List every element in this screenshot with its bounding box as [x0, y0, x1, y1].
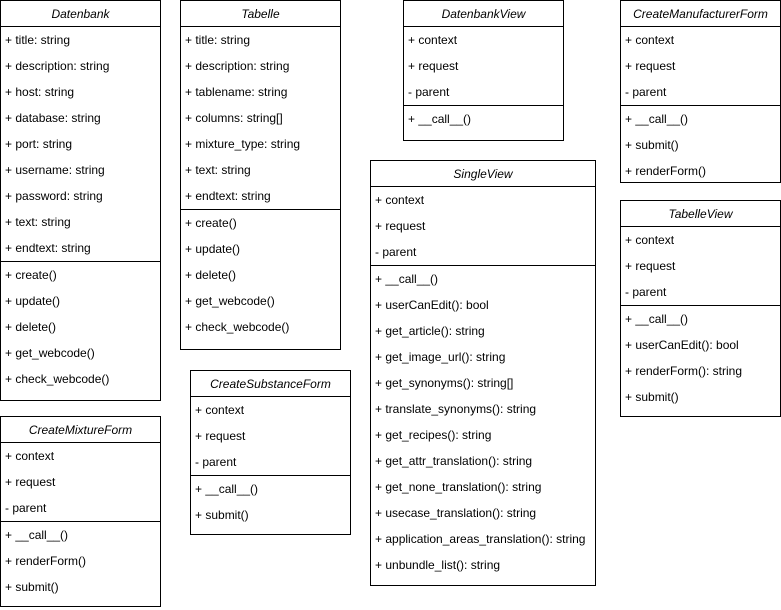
attribute-row: + host: string [5, 85, 75, 99]
attribute-row: + tablename: string [185, 85, 288, 99]
methods-section [181, 209, 340, 340]
attribute-row: + title: string [185, 33, 251, 47]
method-row: + create() [5, 268, 57, 282]
methods-section [1, 261, 160, 392]
class-name: SingleView [371, 161, 595, 187]
method-row: + renderForm() [5, 554, 87, 568]
method-row: + __call__() [195, 482, 259, 496]
class-name: CreateMixtureForm [1, 417, 160, 443]
attribute-row: - parent [625, 85, 667, 99]
attributes-section [621, 27, 780, 105]
class-datenbank [0, 0, 161, 401]
method-row: + update() [5, 294, 61, 308]
class-singleview [370, 160, 596, 586]
attribute-row: + context [625, 33, 675, 47]
attributes-section [1, 443, 160, 521]
class-name: CreateManufacturerForm [621, 1, 780, 27]
methods-section [371, 265, 595, 578]
method-row: + translate_synonyms(): string [375, 402, 537, 416]
attribute-row: + columns: string[] [185, 111, 283, 125]
attributes-section [371, 187, 595, 265]
attribute-row: + description: string [185, 59, 290, 73]
attribute-row: + context [625, 233, 675, 247]
class-createsubstanceform [190, 370, 351, 535]
method-row: + get_image_url(): string [375, 350, 506, 364]
method-row: + __call__() [375, 272, 439, 286]
methods-section [621, 105, 780, 184]
attributes-section [191, 397, 350, 475]
method-row: + get_attr_translation(): string [375, 454, 533, 468]
attribute-row: - parent [375, 245, 417, 259]
attribute-row: + request [625, 259, 676, 273]
method-row: + submit() [625, 138, 679, 152]
attribute-row: + context [408, 33, 458, 47]
method-row: + submit() [5, 580, 59, 594]
method-row: + __call__() [408, 112, 472, 126]
method-row: + renderForm(): string [625, 364, 743, 378]
attribute-row: + context [5, 449, 55, 463]
attribute-row: + password: string [5, 189, 103, 203]
method-row: + __call__() [5, 528, 69, 542]
attributes-section [1, 27, 160, 261]
class-name: Tabelle [181, 1, 340, 27]
method-row: + get_none_translation(): string [375, 480, 542, 494]
method-row: + userCanEdit(): bool [375, 298, 489, 312]
class-createmanufacturerform [620, 0, 781, 183]
method-row: + usecase_translation(): string [375, 506, 537, 520]
attribute-row: + title: string [5, 33, 71, 47]
method-row: + renderForm() [625, 164, 707, 178]
methods-section [404, 105, 563, 132]
methods-section [621, 305, 780, 410]
attribute-row: + request [375, 219, 426, 233]
attribute-row: + endtext: string [5, 241, 91, 255]
method-row: + check_webcode() [185, 320, 290, 334]
method-row: + submit() [195, 508, 249, 522]
attribute-row: + text: string [185, 163, 251, 177]
attribute-row: + username: string [5, 163, 105, 177]
method-row: + get_synonyms(): string[] [375, 376, 514, 390]
attribute-row: - parent [5, 501, 47, 515]
class-name: Datenbank [1, 1, 160, 27]
method-row: + check_webcode() [5, 372, 110, 386]
attribute-row: - parent [408, 85, 450, 99]
method-row: + __call__() [625, 112, 689, 126]
method-row: + get_webcode() [5, 346, 95, 360]
attribute-row: + request [408, 59, 459, 73]
attribute-row: + context [375, 193, 425, 207]
class-name: CreateSubstanceForm [191, 371, 350, 397]
methods-section [191, 475, 350, 528]
method-row: + userCanEdit(): bool [625, 338, 739, 352]
class-name: TabelleView [621, 201, 780, 227]
method-row: + unbundle_list(): string [375, 558, 501, 572]
attribute-row: + context [195, 403, 245, 417]
method-row: + update() [185, 242, 241, 256]
method-row: + create() [185, 216, 237, 230]
class-datenbankview [403, 0, 564, 141]
class-createmixtureform [0, 416, 161, 607]
method-row: + application_areas_translation(): string [375, 532, 586, 546]
method-row: + delete() [185, 268, 237, 282]
method-row: + get_webcode() [185, 294, 275, 308]
attribute-row: + endtext: string [185, 189, 271, 203]
methods-section [1, 521, 160, 600]
attribute-row: - parent [195, 455, 237, 469]
attribute-row: + request [195, 429, 246, 443]
attribute-row: - parent [625, 285, 667, 299]
method-row: + get_article(): string [375, 324, 485, 338]
attribute-row: + database: string [5, 111, 101, 125]
attributes-section [621, 227, 780, 305]
class-tabelleview [620, 200, 781, 417]
attributes-section [181, 27, 340, 209]
class-tabelle [180, 0, 341, 350]
attribute-row: + mixture_type: string [185, 137, 301, 151]
attribute-row: + description: string [5, 59, 110, 73]
method-row: + submit() [625, 390, 679, 404]
attributes-section [404, 27, 563, 105]
class-name: DatenbankView [404, 1, 563, 27]
method-row: + get_recipes(): string [375, 428, 492, 442]
attribute-row: + text: string [5, 215, 71, 229]
method-row: + delete() [5, 320, 57, 334]
attribute-row: + request [5, 475, 56, 489]
method-row: + __call__() [625, 312, 689, 326]
attribute-row: + request [625, 59, 676, 73]
attribute-row: + port: string [5, 137, 73, 151]
